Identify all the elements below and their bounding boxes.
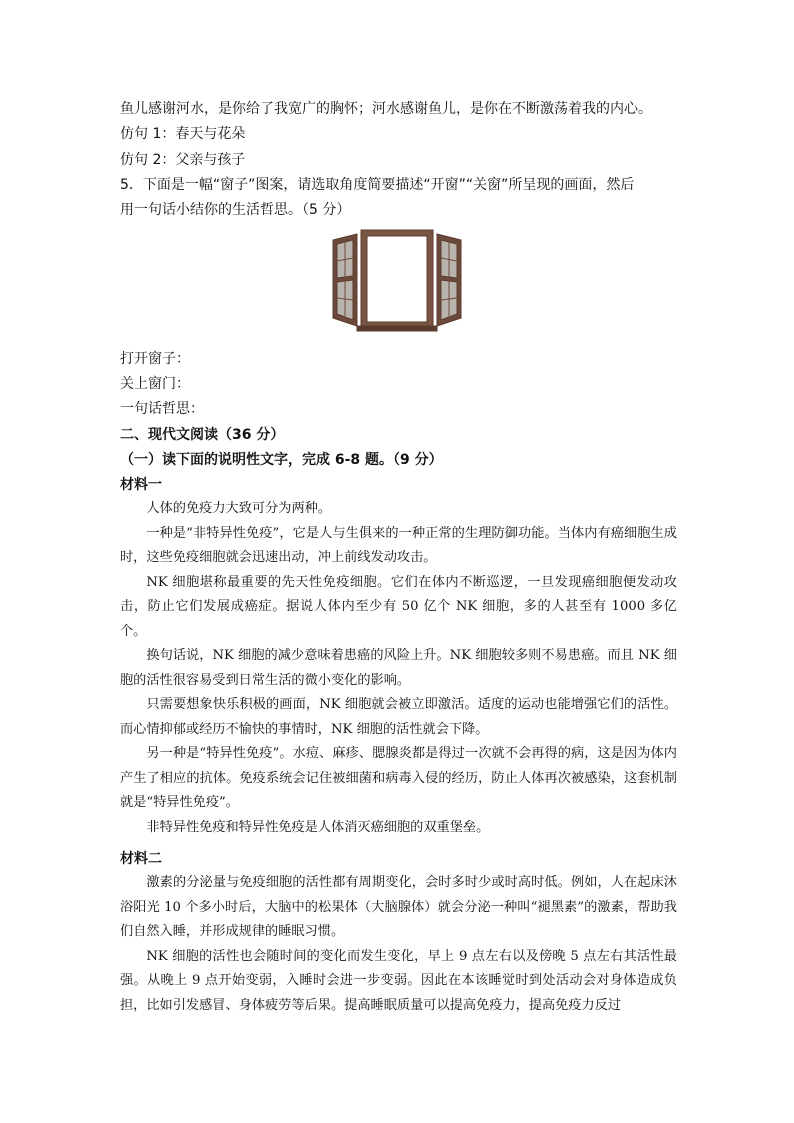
material-1-body [120,497,677,840]
paragraph: 一种是“非特异性免疫”，它是人与生俱来的一种正常的生理防御功能。当体内有癌细胞生成时，这些免疫细胞就会迅速出动，冲上前线发动攻击。 [120,525,677,565]
imitate-line-1: 仿句 1：春天与花朵 [120,126,246,142]
paragraph: 只需要想象快乐积极的画面，NK 细胞就会被立即激活。适度的运动也能增强它们的活性。而心情抑郁或经历不愉快的事情时，NK 细胞的活性就会下降。 [120,697,677,737]
paragraph: 非特异性免疫和特异性免疫是人体消灭癌细胞的双重堡垒。 [146,819,490,835]
window-icon [327,226,467,334]
paragraph: 另一种是“特异性免疫”。水痘、麻疹、腮腺炎都是得过一次就不会再得的病，这是因为体内产生了相应的抗体。免疫系统会记住被细菌和病毒入侵的经历，防止人体再次被感染，这套机制就是“特异性免疫”。 [120,746,677,810]
material-1-heading: 材料一 [120,477,162,493]
example-line: 鱼儿感谢河水，是你给了我宽广的胸怀；河水感谢鱼儿，是你在不断激荡着我的内心。 [120,101,652,117]
paragraph: NK 细胞堪称最重要的先天性免疫细胞。它们在体内不断巡逻，一旦发现癌细胞便发动攻击，防止它们发展成癌症。据说人体内至少有 50 亿个 NK 细胞，多的人甚至有 1000 多亿个。 [120,574,677,639]
question-5-line-1: 5．下面是一幅“窗子”图案，请选取角度简要描述“开窗”“关窗”所呈现的画面，然后 [120,177,635,193]
paragraph: 换句话说，NK 细胞的减少意味着患癌的风险上升。NK 细胞较多则不易患癌。而且 NK 细胞的活性很容易受到日常生活的微小变化的影响。 [120,648,677,688]
paragraph: 激素的分泌量与免疫细胞的活性都有周期变化，会时多时少或时高时低。例如，人在起床沐浴阳光 10 个多小时后，大脑中的松果体（大脑腺体）就会分泌一种叫“褪黑素”的激素，帮助我们自然入睡，并形成规律的睡眠习惯。 [120,875,677,939]
paragraph: NK 细胞的活性也会随时间的变化而发生变化，早上 9 点左右以及傍晚 5 点左右其活性最强。从晚上 9 点开始变弱，入睡时会进一步变弱。因此在本该睡觉时到处活动会对身体造成负担，比如引发感冒、身体疲劳等后果。提高睡眠质量可以提高免疫力，提高免疫力反过 [120,948,677,1013]
philosophy-prompt: 一句话哲思： [120,401,204,417]
material-2-heading: 材料二 [120,851,162,867]
close-window-prompt: 关上窗门： [120,376,190,392]
paragraph: 人体的免疫力大致可分为两种。 [146,501,332,516]
material-2-body [120,871,677,1018]
subsection-1-heading: （一）读下面的说明性文字，完成 6-8 题。（9 分） [120,452,443,468]
question-5-line-2: 用一句话小结你的生活哲思。（5 分） [120,202,351,218]
imitate-line-2: 仿句 2：父亲与孩子 [120,152,246,168]
open-window-prompt: 打开窗子： [120,351,190,367]
section-2-heading: 二、现代文阅读（36 分） [120,427,285,443]
